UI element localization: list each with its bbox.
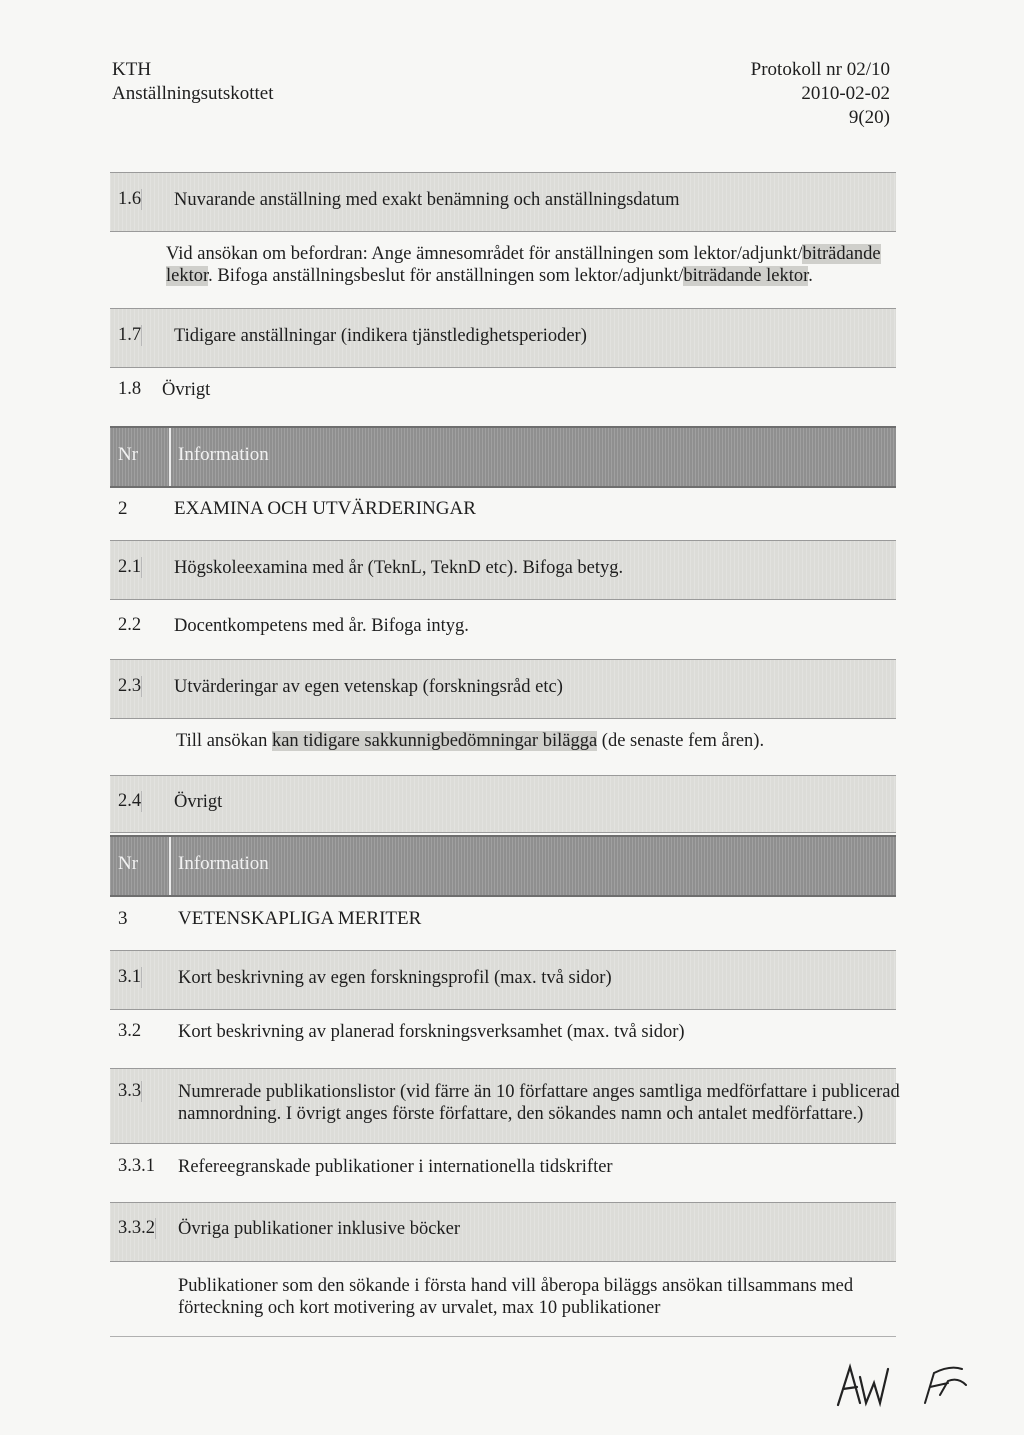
column-divider [169, 428, 171, 486]
column-information: Information [178, 853, 269, 874]
highlighted-text: biträdande [802, 244, 881, 264]
handwritten-initials-signature [830, 1355, 980, 1415]
item-3-1 [110, 950, 896, 1010]
item-text: Högskoleexamina med år (TeknL, TeknD etc). Bifoga betyg. [174, 558, 624, 578]
item-number: 1.8 [118, 379, 142, 399]
item-number: 2.4 [118, 791, 142, 811]
item-number: 3.2 [118, 1021, 142, 1041]
protocol-number: Protokoll nr 02/10 [750, 59, 890, 80]
paragraph-3-3-2 [178, 1275, 883, 1319]
paragraph-1-6 [166, 243, 886, 287]
item-1-7 [110, 308, 896, 368]
highlighted-text: biträdande lektor [683, 266, 809, 286]
item-text: Refereegranskade publikationer i internationella tidskrifter [178, 1157, 613, 1177]
highlighted-text: lektor [166, 266, 209, 286]
item-number: 2.2 [118, 615, 142, 635]
item-text: Docentkompetens med år. Bifoga intyg. [174, 616, 469, 636]
item-2-1 [110, 540, 896, 600]
item-3-3-2 [110, 1202, 896, 1262]
item-text [178, 1081, 900, 1125]
section-header-bar [110, 426, 896, 488]
item-2-4 [110, 775, 896, 833]
section-number: 3 [118, 908, 128, 929]
item-text: Övriga publikationer inklusive böcker [178, 1219, 461, 1239]
protocol-date: 2010-02-02 [801, 83, 890, 104]
column-nr: Nr [118, 853, 139, 874]
item-number: 2.3 [118, 676, 142, 696]
text-segment: Vid ansökan om befordran: Ange ämnesområdet för anställningen som lektor/adjunkt/ [166, 244, 803, 264]
org-name: KTH [112, 59, 152, 80]
item-number: 2.1 [118, 557, 142, 577]
text-segment: . [808, 266, 813, 286]
section-title: EXAMINA OCH UTVÄRDERINGAR [174, 498, 476, 519]
item-2-3 [110, 659, 896, 719]
item-number: 3.1 [118, 967, 142, 987]
item-number: 1.6 [118, 189, 142, 209]
text-segment: (de senaste fem åren). [597, 731, 765, 751]
item-2-2 [110, 599, 896, 657]
item-text-line: Numrerade publikationslistor (vid färre än 10 författare anges samtliga medförfattare i publicerad [178, 1082, 900, 1102]
item-1-6 [110, 172, 896, 232]
item-text-line: namnordning. I övrigt anges förste författare, den sökandes namn och antalet medförfattare.) [178, 1104, 864, 1124]
item-3-2 [110, 1010, 896, 1066]
paragraph-line: Publikationer som den sökande i första hand vill åberopa biläggs ansökan tillsammans med [178, 1276, 854, 1296]
text-segment: . Bifoga anställningsbeslut för anställningen som lektor/adjunkt/ [208, 266, 684, 286]
item-1-8 [110, 367, 896, 417]
column-nr: Nr [118, 444, 139, 465]
section-title: VETENSKAPLIGA MERITER [178, 908, 422, 929]
highlighted-text: kan tidigare sakkunnigbedömningar bilägga [271, 731, 598, 751]
paragraph-line: förteckning och kort motivering av urvalet, max 10 publikationer [178, 1298, 661, 1318]
item-text: Utvärderingar av egen vetenskap (forskningsråd etc) [174, 677, 563, 697]
item-text: Tidigare anställningar (indikera tjänstledighetsperioder) [174, 326, 587, 346]
page-number: 9(20) [848, 107, 890, 128]
item-text: Övrigt [162, 380, 211, 400]
paragraph-2-3 [176, 730, 876, 752]
section-number: 2 [118, 498, 128, 519]
header-right [700, 58, 890, 130]
header-left [112, 58, 274, 106]
item-text: Nuvarande anställning med exakt benämning och anställningsdatum [174, 190, 680, 210]
item-text: Övrigt [174, 792, 223, 812]
item-number: 3.3.2 [118, 1218, 155, 1238]
column-divider [169, 837, 171, 895]
item-3-3-1 [110, 1143, 896, 1199]
committee-name: Anställningsutskottet [112, 83, 274, 104]
item-text: Kort beskrivning av egen forskningsprofil (max. två sidor) [178, 968, 612, 988]
item-text: Kort beskrivning av planerad forskningsverksamhet (max. två sidor) [178, 1022, 685, 1042]
item-number: 1.7 [118, 325, 142, 345]
column-information: Information [178, 444, 269, 465]
item-number: 3.3 [118, 1081, 142, 1101]
section-header-bar [110, 835, 896, 897]
item-3-3 [110, 1068, 900, 1144]
text-segment: Till ansökan [176, 731, 272, 751]
item-number: 3.3.1 [118, 1156, 155, 1176]
bottom-rule [110, 1336, 896, 1337]
